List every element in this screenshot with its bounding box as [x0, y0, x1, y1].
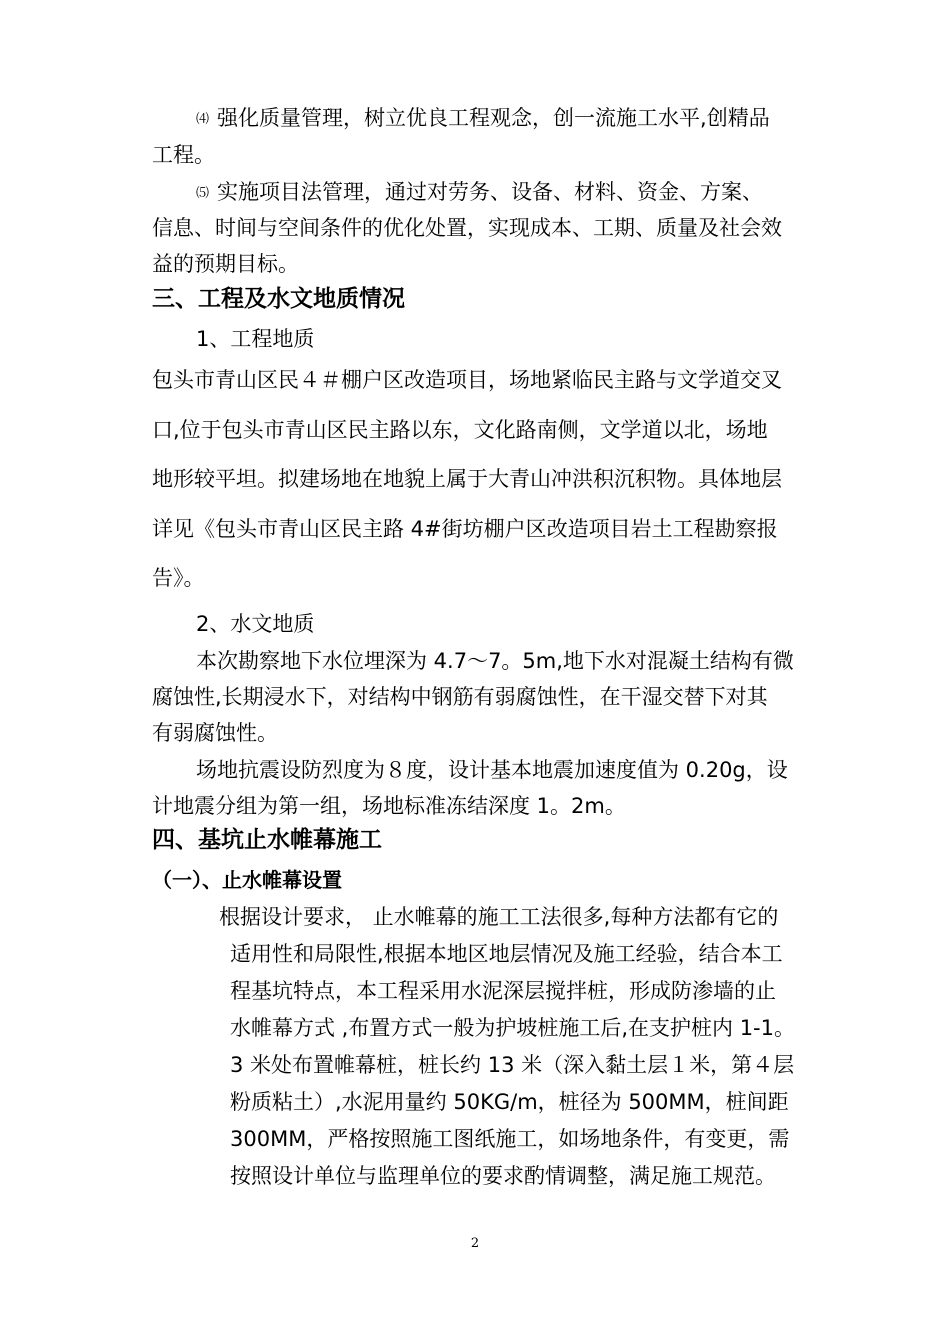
curtain-line: 水帷幕方式 ,布置方式一般为护坡桩施工后,在支护桩内 1-1。 — [230, 1016, 795, 1040]
item-4-line1 — [196, 104, 770, 136]
section3-heading: 三、工程及水文地质情况 — [152, 286, 405, 312]
item-5-marker: ⑸ — [196, 186, 210, 201]
geology-line: 地形较平坦。拟建场地在地貌上属于大青山冲洪积沉积物。具体地层 — [152, 467, 782, 491]
page-number: 2 — [470, 1236, 480, 1251]
curtain-line: 按照设计单位与监理单位的要求酌情调整，满足施工规范。 — [230, 1164, 776, 1188]
item-5-text: 实施项目法管理，通过对劳务、设备、材料、资金、方案、 — [217, 180, 764, 204]
item-4-marker: ⑷ — [196, 112, 210, 127]
item-4-line2: 工程。 — [152, 143, 215, 167]
seismic-line: 计地震分组为第一组，场地标准冻结深度 1。2m。 — [152, 794, 626, 818]
curtain-line: 粉质粘土）,水泥用量约 50KG/m，桩径为 500MM，桩间距 — [230, 1090, 789, 1114]
hydro-line: 有弱腐蚀性。 — [152, 721, 278, 745]
geology-line: 包头市青山区民４＃棚户区改造项目，场地紧临民主路与文学道交叉 — [152, 368, 782, 392]
hydro-line: 本次勘察地下水位埋深为 4.7～7。5m,地下水对混凝土结构有微 — [196, 649, 794, 673]
section4-heading: 四、基坑止水帷幕施工 — [152, 827, 382, 853]
seismic-line: 场地抗震设防烈度为８度，设计基本地震加速度值为 0.20g，设 — [196, 758, 788, 782]
geology-line: 告》。 — [152, 566, 205, 590]
geology-line: 口,位于包头市青山区民主路以东，文化路南侧，文学道以北，场地 — [152, 418, 768, 442]
section3-sub2-heading: 2、水文地质 — [196, 612, 315, 636]
curtain-line: 300MM，严格按照施工图纸施工，如场地条件，有变更，需 — [230, 1127, 790, 1151]
curtain-line: 根据设计要求， 止水帷幕的施工工法很多,每种方法都有它的 — [219, 905, 779, 929]
curtain-line: 适用性和局限性,根据本地区地层情况及施工经验，结合本工 — [230, 942, 783, 966]
geology-line: 详见《包头市青山区民主路 4#街坊棚户区改造项目岩土工程勘察报 — [152, 517, 778, 541]
section4-sub1-heading: （一）、止水帷幕设置 — [152, 868, 342, 892]
section3-sub1-heading: 1、工程地质 — [196, 327, 315, 351]
item-5-line1 — [196, 178, 763, 210]
curtain-line: 程基坑特点，本工程采用水泥深层搅拌桩，形成防渗墙的止 — [230, 979, 776, 1003]
curtain-line: 3 米处布置帷幕桩，桩长约 13 米（深入黏土层１米，第４层 — [230, 1053, 795, 1077]
item-4-text: 强化质量管理，树立优良工程观念，创一流施工水平,创精品 — [217, 106, 770, 130]
item-5-line2: 信息、时间与空间条件的优化处置，实现成本、工期、质量及社会效 — [152, 216, 782, 240]
hydro-line: 腐蚀性,长期浸水下，对结构中钢筋有弱腐蚀性，在干湿交替下对其 — [152, 685, 768, 709]
item-5-line3: 益的预期目标。 — [152, 252, 299, 276]
